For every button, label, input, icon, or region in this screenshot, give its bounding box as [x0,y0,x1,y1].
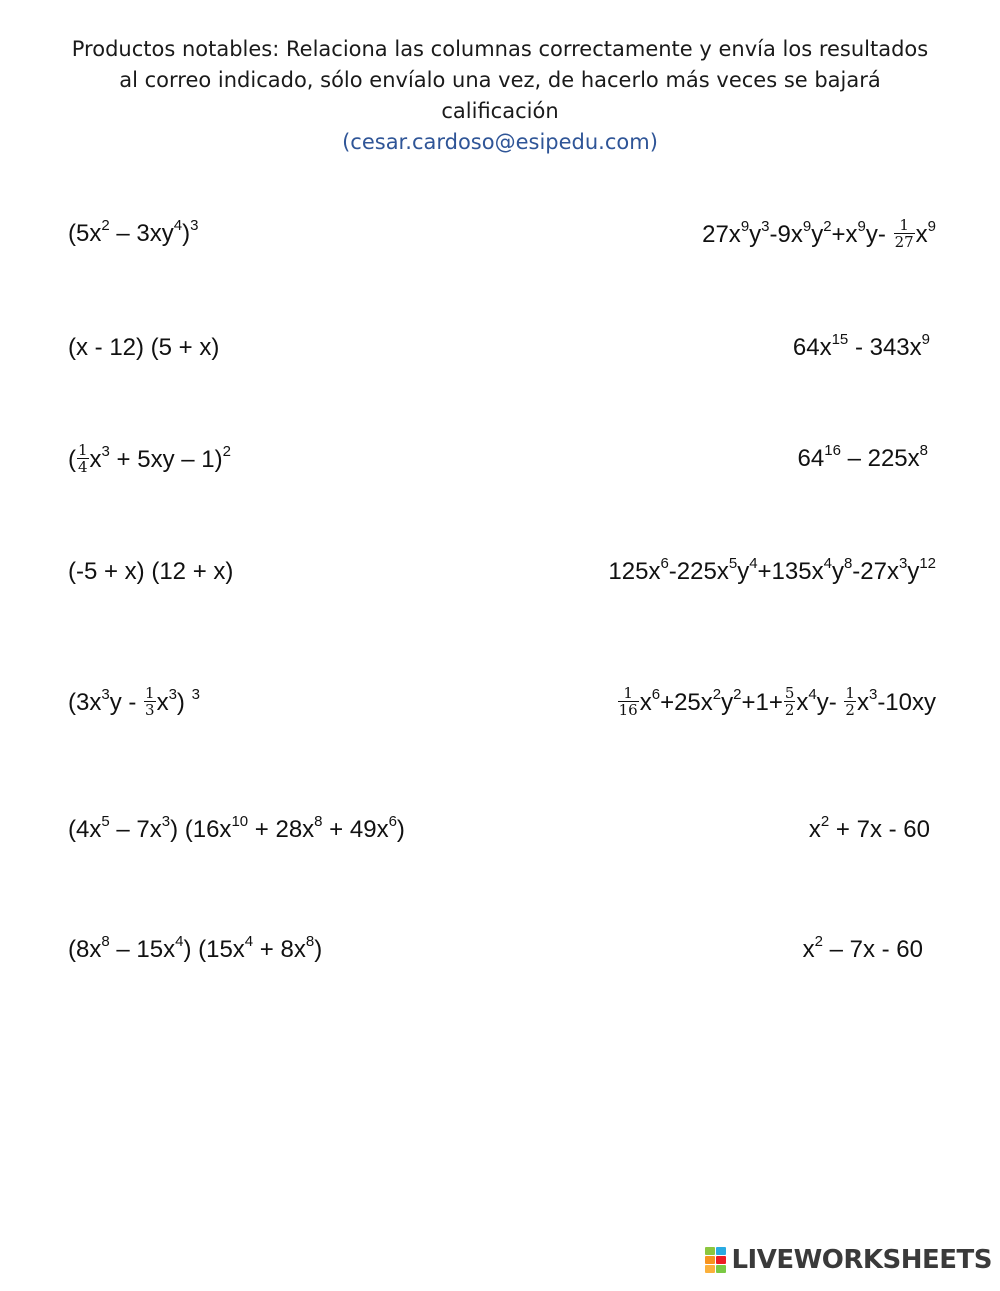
liveworksheets-logo [705,1245,992,1275]
fraction: $\frac{1}{4}$ [78,441,88,476]
right-expression-4: $125x^6-225x^5y^4+135x^4y^8-27x^3y^{12}$ [608,555,936,585]
right-expression-5: $\frac{1}{16}$ $x^6+25x^2y^2+1+$ $\frac{5}{2}$ $x^4y-$ $\frac{1}{2}$ $x^3-10xy$ [618,684,936,719]
left-expression-1: $(5x^2 - 3xy^4)^3$ [68,217,199,247]
right-expression-1: $27x^9y^3-9x^9y^2+x^9y-$ $\frac{1}{27}$ $x^9$ [702,216,936,251]
right-expression-3: $64^{16} - 225x^8$ [797,442,928,472]
fraction: $\frac{1}{2}$ [845,684,855,719]
right-expression-2: $64x^{15} - 343x^9$ [792,331,930,361]
fraction: $\frac{1}{16}$ [618,684,638,719]
left-expression-6: $(4x^5 - 7x^3) (16x^{10} + 28x^8 + 49x^6)$ [68,813,405,843]
right-expression-7: $x^2 - 7x - 60$ [802,933,923,963]
fraction: $\frac{1}{27}$ [894,216,914,251]
instructions-header [0,34,1000,158]
fraction: $\frac{5}{2}$ [784,684,795,719]
left-expression-2: (x - 12) (5 + x) [68,334,220,361]
instructions-line-2: al correo indicado, sólo envíalo una vez, de hacerlo más veces se bajará [119,68,881,92]
contact-email: (cesar.cardoso@esipedu.com) [342,130,658,154]
liveworksheets-logo-icon [705,1247,727,1273]
fraction: $\frac{1}{3}$ [145,684,155,719]
left-expression-5: ($3x^3y$ - $\frac{1}{3}$ $x^3$) $^3$ [68,684,200,719]
instructions-line-3: calificación [441,99,559,123]
right-expression-6: $x^2 + 7x - 60$ [808,813,930,843]
logo-text: LIVEWORKSHEETS [731,1245,992,1275]
left-expression-4: (-5 + x) (12 + x) [68,558,234,585]
left-expression-3: ( $\frac{1}{4}$ $x^3 + 5xy - 1)^2$ [68,441,231,476]
left-expression-7: $(8x^8 - 15x^4) (15x^4 + 8x^8)$ [68,933,323,963]
instructions-line-1: Productos notables: Relaciona las columnas correctamente y envía los resultados [71,37,929,61]
